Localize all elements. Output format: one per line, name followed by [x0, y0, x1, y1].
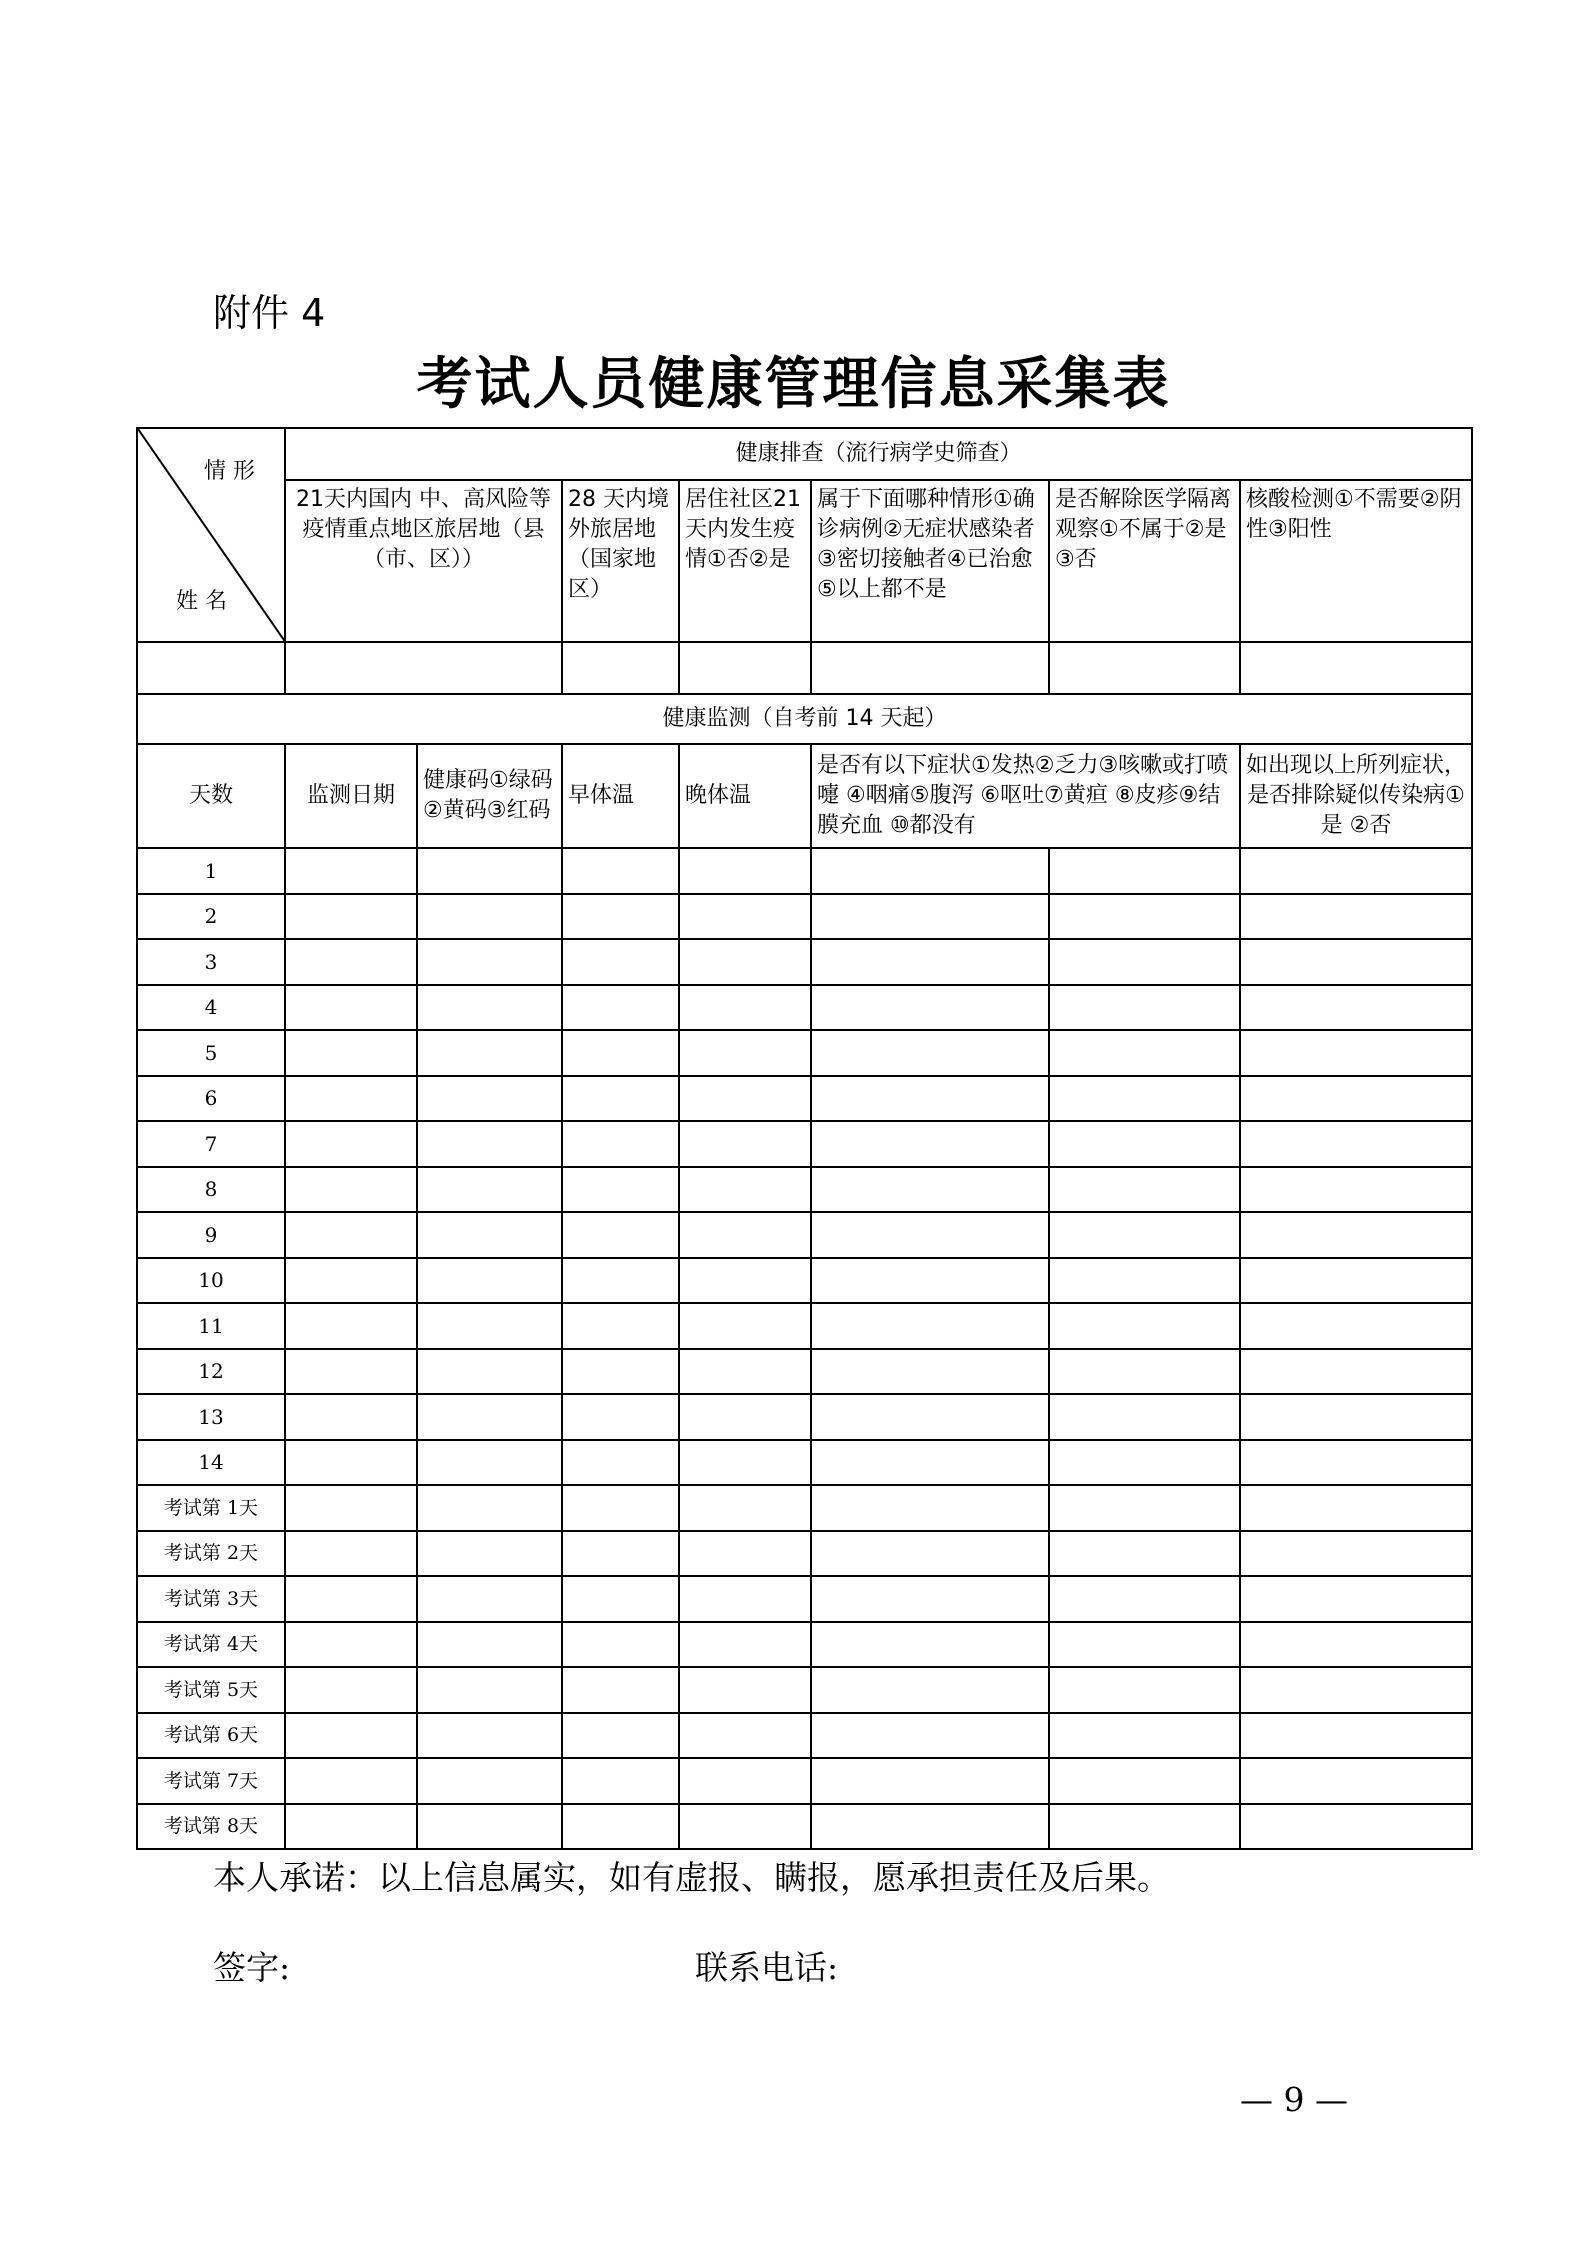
monitor-date-field[interactable] [285, 894, 417, 940]
symptoms-field[interactable] [811, 1303, 1049, 1349]
health-code-field[interactable] [417, 1667, 562, 1713]
health-code-field[interactable] [417, 1531, 562, 1577]
symptoms-extra-field[interactable] [1049, 1076, 1240, 1122]
evening-temp-field[interactable] [679, 1758, 811, 1804]
morning-temp-field[interactable] [562, 1713, 679, 1759]
evening-temp-field[interactable] [679, 1485, 811, 1531]
health-code-field[interactable] [417, 1349, 562, 1395]
symptoms-extra-field[interactable] [1049, 985, 1240, 1031]
monitoring-row [137, 1349, 1472, 1395]
exclude-infection-field[interactable] [1240, 1258, 1472, 1304]
day-number: 10 [137, 1258, 285, 1304]
header-overseas-travel: 28 天内境外旅居地（国家地区） [562, 480, 679, 642]
attachment-label: 附件 4 [213, 291, 326, 335]
health-code-field[interactable] [417, 1167, 562, 1213]
evening-temp-field[interactable] [679, 1394, 811, 1440]
monitoring-row [137, 1804, 1472, 1850]
morning-temp-field[interactable] [562, 1258, 679, 1304]
monitoring-row [137, 1030, 1472, 1076]
symptoms-field[interactable] [811, 1758, 1049, 1804]
evening-temp-field[interactable] [679, 1349, 811, 1395]
morning-temp-field[interactable] [562, 1758, 679, 1804]
evening-temp-field[interactable] [679, 1258, 811, 1304]
exclude-infection-field[interactable] [1240, 1303, 1472, 1349]
monitoring-row [137, 1576, 1472, 1622]
exam-day-label: 考试第 2天 [137, 1531, 285, 1577]
symptoms-extra-field[interactable] [1049, 894, 1240, 940]
symptoms-field[interactable] [811, 939, 1049, 985]
day-number: 8 [137, 1167, 285, 1213]
symptoms-field[interactable] [811, 1076, 1049, 1122]
evening-temp-field[interactable] [679, 1667, 811, 1713]
header-isolation-status: 是否解除医学隔离观察①不属于②是③否 [1049, 480, 1240, 642]
health-code-field[interactable] [417, 1713, 562, 1759]
exclude-infection-field[interactable] [1240, 985, 1472, 1031]
evening-temp-field[interactable] [679, 1076, 811, 1122]
corner-diagonal-cell [137, 428, 285, 642]
monitor-date-field[interactable] [285, 1030, 417, 1076]
day-number: 4 [137, 985, 285, 1031]
exam-day-label: 考试第 8天 [137, 1804, 285, 1850]
health-code-field[interactable] [417, 1758, 562, 1804]
evening-temp-field[interactable] [679, 1030, 811, 1076]
symptoms-extra-field[interactable] [1049, 1394, 1240, 1440]
monitor-date-field[interactable] [285, 1394, 417, 1440]
form-title: 考试人员健康管理信息采集表 [416, 351, 1171, 417]
exclude-infection-field[interactable] [1240, 1167, 1472, 1213]
health-code-field[interactable] [417, 1030, 562, 1076]
monitor-date-field[interactable] [285, 1167, 417, 1213]
evening-temp-field[interactable] [679, 848, 811, 894]
health-code-field[interactable] [417, 848, 562, 894]
monitor-date-field[interactable] [285, 1121, 417, 1167]
screening-entry-row [137, 642, 1472, 694]
monitor-date-field[interactable] [285, 1758, 417, 1804]
day-number: 1 [137, 848, 285, 894]
symptoms-field[interactable] [811, 1667, 1049, 1713]
name-field[interactable] [137, 642, 285, 694]
symptoms-extra-field[interactable] [1049, 1030, 1240, 1076]
day-number: 13 [137, 1394, 285, 1440]
exclude-infection-field[interactable] [1240, 1667, 1472, 1713]
symptoms-field[interactable] [811, 1576, 1049, 1622]
morning-temp-field[interactable] [562, 985, 679, 1031]
monitoring-row [137, 1713, 1472, 1759]
header-morning-temp: 早体温 [562, 744, 679, 848]
morning-temp-field[interactable] [562, 1804, 679, 1850]
morning-temp-field[interactable] [562, 1349, 679, 1395]
morning-temp-field[interactable] [562, 848, 679, 894]
phone-label: 联系电话: [695, 1948, 839, 1987]
header-day: 天数 [137, 744, 285, 848]
symptoms-field[interactable] [811, 1212, 1049, 1258]
symptoms-extra-field[interactable] [1049, 848, 1240, 894]
exclude-infection-field[interactable] [1240, 1349, 1472, 1395]
symptoms-extra-field[interactable] [1049, 939, 1240, 985]
morning-temp-field[interactable] [562, 1212, 679, 1258]
day-number: 12 [137, 1349, 285, 1395]
monitor-date-field[interactable] [285, 1485, 417, 1531]
exam-day-label: 考试第 5天 [137, 1667, 285, 1713]
monitoring-row [137, 1303, 1472, 1349]
day-number: 6 [137, 1076, 285, 1122]
day-number: 2 [137, 894, 285, 940]
morning-temp-field[interactable] [562, 1076, 679, 1122]
symptoms-extra-field[interactable] [1049, 1258, 1240, 1304]
health-code-field[interactable] [417, 894, 562, 940]
header-community-outbreak: 居住社区21天内发生疫情①否②是 [679, 480, 811, 642]
exclude-infection-field[interactable] [1240, 1758, 1472, 1804]
exam-day-label: 考试第 4天 [137, 1622, 285, 1668]
evening-temp-field[interactable] [679, 1212, 811, 1258]
morning-temp-field[interactable] [562, 939, 679, 985]
evening-temp-field[interactable] [679, 1576, 811, 1622]
monitor-date-field[interactable] [285, 1531, 417, 1577]
header-symptoms: 是否有以下症状①发热②乏力③咳嗽或打喷嚏 ④咽痛⑤腹泻 ⑥呕吐⑦黄疸 ⑧皮疹⑨结膜充血 ⑩都没有 [811, 744, 1240, 848]
symptoms-field[interactable] [811, 1258, 1049, 1304]
symptoms-extra-field[interactable] [1049, 1303, 1240, 1349]
morning-temp-field[interactable] [562, 1576, 679, 1622]
header-nucleic-test: 核酸检测①不需要②阴性③阳性 [1240, 480, 1472, 642]
exclude-infection-field[interactable] [1240, 1030, 1472, 1076]
morning-temp-field[interactable] [562, 1440, 679, 1486]
monitoring-row [137, 1440, 1472, 1486]
symptoms-field[interactable] [811, 985, 1049, 1031]
symptoms-extra-field[interactable] [1049, 1167, 1240, 1213]
monitor-date-field[interactable] [285, 1804, 417, 1850]
health-code-field[interactable] [417, 1485, 562, 1531]
health-info-table [136, 427, 1473, 1850]
exclude-infection-field[interactable] [1240, 1485, 1472, 1531]
monitor-date-field[interactable] [285, 939, 417, 985]
morning-temp-field[interactable] [562, 1485, 679, 1531]
symptoms-extra-field[interactable] [1049, 1576, 1240, 1622]
exclude-infection-field[interactable] [1240, 1804, 1472, 1850]
morning-temp-field[interactable] [562, 1622, 679, 1668]
domestic-risk-field[interactable] [285, 642, 562, 694]
health-code-field[interactable] [417, 939, 562, 985]
evening-temp-field[interactable] [679, 939, 811, 985]
symptoms-field[interactable] [811, 1804, 1049, 1850]
overseas-travel-field[interactable] [562, 642, 679, 694]
evening-temp-field[interactable] [679, 1804, 811, 1850]
exclude-infection-field[interactable] [1240, 1622, 1472, 1668]
header-health-code: 健康码①绿码②黄码③红码 [417, 744, 562, 848]
symptoms-extra-field[interactable] [1049, 1758, 1240, 1804]
day-number: 5 [137, 1030, 285, 1076]
monitor-date-field[interactable] [285, 1622, 417, 1668]
symptoms-field[interactable] [811, 1622, 1049, 1668]
monitor-date-field[interactable] [285, 1713, 417, 1759]
pledge-statement: 本人承诺：以上信息属实，如有虚报、瞒报，愿承担责任及后果。 [213, 1858, 1170, 1897]
isolation-status-field[interactable] [1049, 642, 1240, 694]
evening-temp-field[interactable] [679, 1531, 811, 1577]
evening-temp-field[interactable] [679, 1121, 811, 1167]
evening-temp-field[interactable] [679, 1167, 811, 1213]
exclude-infection-field[interactable] [1240, 1212, 1472, 1258]
symptoms-field[interactable] [811, 1485, 1049, 1531]
symptoms-extra-field[interactable] [1049, 1440, 1240, 1486]
exclude-infection-field[interactable] [1240, 1121, 1472, 1167]
day-number: 3 [137, 939, 285, 985]
day-number: 11 [137, 1303, 285, 1349]
evening-temp-field[interactable] [679, 985, 811, 1031]
morning-temp-field[interactable] [562, 1121, 679, 1167]
day-number: 7 [137, 1121, 285, 1167]
morning-temp-field[interactable] [562, 1394, 679, 1440]
morning-temp-field[interactable] [562, 1667, 679, 1713]
monitoring-row [137, 1212, 1472, 1258]
section-monitoring-title: 健康监测（自考前 14 天起） [137, 694, 1472, 744]
evening-temp-field[interactable] [679, 1713, 811, 1759]
health-code-field[interactable] [417, 1076, 562, 1122]
morning-temp-field[interactable] [562, 1030, 679, 1076]
symptoms-field[interactable] [811, 1167, 1049, 1213]
exclude-infection-field[interactable] [1240, 1440, 1472, 1486]
monitoring-row [137, 1394, 1472, 1440]
monitoring-row [137, 1167, 1472, 1213]
exam-day-label: 考试第 6天 [137, 1713, 285, 1759]
corner-label-name: 姓 名 [176, 589, 227, 614]
symptoms-extra-field[interactable] [1049, 1667, 1240, 1713]
monitoring-row [137, 939, 1472, 985]
evening-temp-field[interactable] [679, 1303, 811, 1349]
symptoms-extra-field[interactable] [1049, 1349, 1240, 1395]
monitor-date-field[interactable] [285, 1212, 417, 1258]
monitor-date-field[interactable] [285, 1076, 417, 1122]
symptoms-field[interactable] [811, 1349, 1049, 1395]
monitoring-row [137, 894, 1472, 940]
morning-temp-field[interactable] [562, 1531, 679, 1577]
health-code-field[interactable] [417, 1622, 562, 1668]
health-code-field[interactable] [417, 1258, 562, 1304]
monitoring-row [137, 1121, 1472, 1167]
monitoring-row [137, 1076, 1472, 1122]
monitor-date-field[interactable] [285, 1576, 417, 1622]
exclude-infection-field[interactable] [1240, 848, 1472, 894]
monitor-date-field[interactable] [285, 848, 417, 894]
community-outbreak-field[interactable] [679, 642, 811, 694]
monitoring-row [137, 1622, 1472, 1668]
corner-label-situation: 情 形 [204, 459, 255, 484]
symptoms-field[interactable] [811, 1713, 1049, 1759]
symptoms-field[interactable] [811, 848, 1049, 894]
monitor-date-field[interactable] [285, 1349, 417, 1395]
header-monitor-date: 监测日期 [285, 744, 417, 848]
monitoring-row [137, 1258, 1472, 1304]
monitoring-row [137, 1531, 1472, 1577]
morning-temp-field[interactable] [562, 1167, 679, 1213]
symptoms-extra-field[interactable] [1049, 1622, 1240, 1668]
symptoms-extra-field[interactable] [1049, 1713, 1240, 1759]
evening-temp-field[interactable] [679, 894, 811, 940]
exam-day-label: 考试第 3天 [137, 1576, 285, 1622]
symptoms-field[interactable] [811, 1531, 1049, 1577]
symptoms-extra-field[interactable] [1049, 1121, 1240, 1167]
symptoms-field[interactable] [811, 894, 1049, 940]
exam-day-label: 考试第 7天 [137, 1758, 285, 1804]
monitoring-row [137, 848, 1472, 894]
symptoms-field[interactable] [811, 1440, 1049, 1486]
exclude-infection-field[interactable] [1240, 894, 1472, 940]
health-code-field[interactable] [417, 1440, 562, 1486]
exclude-infection-field[interactable] [1240, 939, 1472, 985]
header-domestic-risk: 21天内国内 中、高风险等疫情重点地区旅居地（县（市、区）） [285, 480, 562, 642]
evening-temp-field[interactable] [679, 1440, 811, 1486]
exclude-infection-field[interactable] [1240, 1394, 1472, 1440]
health-code-field[interactable] [417, 1394, 562, 1440]
page-number: — 9 — [1240, 2080, 1348, 2119]
header-case-category: 属于下面哪种情形①确诊病例②无症状感染者③密切接触者④已治愈⑤以上都不是 [811, 480, 1049, 642]
monitor-date-field[interactable] [285, 985, 417, 1031]
section-screening-title: 健康排查（流行病学史筛查） [285, 428, 1472, 480]
health-code-field[interactable] [417, 985, 562, 1031]
symptoms-extra-field[interactable] [1049, 1212, 1240, 1258]
monitor-date-field[interactable] [285, 1303, 417, 1349]
nucleic-test-field[interactable] [1240, 642, 1472, 694]
day-number: 9 [137, 1212, 285, 1258]
monitoring-row [137, 1667, 1472, 1713]
header-evening-temp: 晚体温 [679, 744, 811, 848]
symptoms-extra-field[interactable] [1049, 1485, 1240, 1531]
signature-label: 签字: [213, 1948, 291, 1987]
monitoring-row [137, 1758, 1472, 1804]
health-code-field[interactable] [417, 1804, 562, 1850]
symptoms-field[interactable] [811, 1121, 1049, 1167]
symptoms-extra-field[interactable] [1049, 1804, 1240, 1850]
case-category-field[interactable] [811, 642, 1049, 694]
day-number: 14 [137, 1440, 285, 1486]
morning-temp-field[interactable] [562, 1303, 679, 1349]
monitor-date-field[interactable] [285, 1667, 417, 1713]
exclude-infection-field[interactable] [1240, 1576, 1472, 1622]
exclude-infection-field[interactable] [1240, 1713, 1472, 1759]
symptoms-extra-field[interactable] [1049, 1531, 1240, 1577]
health-code-field[interactable] [417, 1576, 562, 1622]
symptoms-field[interactable] [811, 1030, 1049, 1076]
monitoring-row [137, 985, 1472, 1031]
monitor-date-field[interactable] [285, 1258, 417, 1304]
header-exclude-infection: 如出现以上所列症状，是否排除疑似传染病①是 ②否 [1240, 744, 1472, 848]
health-code-field[interactable] [417, 1121, 562, 1167]
morning-temp-field[interactable] [562, 894, 679, 940]
health-code-field[interactable] [417, 1303, 562, 1349]
symptoms-field[interactable] [811, 1394, 1049, 1440]
health-code-field[interactable] [417, 1212, 562, 1258]
monitor-date-field[interactable] [285, 1440, 417, 1486]
exclude-infection-field[interactable] [1240, 1531, 1472, 1577]
evening-temp-field[interactable] [679, 1622, 811, 1668]
monitoring-row [137, 1485, 1472, 1531]
exam-day-label: 考试第 1天 [137, 1485, 285, 1531]
exclude-infection-field[interactable] [1240, 1076, 1472, 1122]
